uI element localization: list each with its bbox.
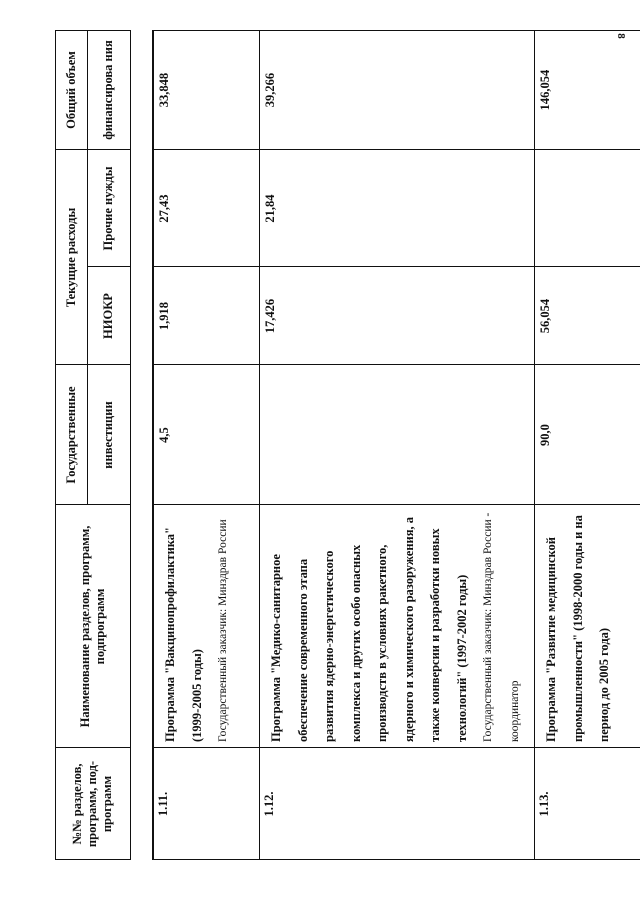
row-1-11-invest: 4,5 [157,427,171,443]
row-1-13-invest: 90,0 [538,424,552,446]
row-1-12-total: 39,266 [263,72,277,108]
row-1-12-num: 1.12. [262,791,276,817]
row-1-11-niokr: 1,918 [157,301,171,331]
header-gov-invest-top: Государственные [63,386,78,484]
row-1-13-name [534,505,640,748]
row-1-11-total: 33,848 [157,72,171,108]
row-1-12-invest [259,365,534,505]
rule-h-v2 [55,504,130,505]
row-1-12-name [259,505,534,748]
rule-row-2 [534,30,535,860]
rule-h-v3 [55,364,130,365]
rule-h-v0 [55,859,130,860]
row-1-11-num: 1.11. [156,791,170,817]
header-gov-invest-bottom: инвестиции [101,401,115,469]
row-1-12-title: Программа "Медико-санитарное обеспечение современного этапа развития ядерно-энергетического комплекса и других особо опасных производств в условиях ракетного, ядерного и химического разоружения, а также конверсии и разработки новых технологий" (1997-2002 годы) [269,517,469,742]
rule-b-v1 [152,747,640,748]
rule-body-top [152,30,154,860]
rule-h-v4 [87,266,130,267]
rule-header-top [55,30,56,860]
row-1-11-title: Программа "Вакцинопрофилактика" (1999-2005 годы) [163,527,204,742]
header-total-bottom: финансирова ния [101,40,115,140]
rule-b-v6 [152,30,640,31]
row-1-11-other: 27,43 [157,194,171,223]
rule-b-v3 [152,364,640,365]
row-1-13-title: Программа "Развитие медицинской промышленности" (1998-2000 годы и на период до 2005 года) [544,515,611,742]
table-rotated [0,30,640,860]
rule-header-bottom [130,30,131,860]
rule-b-v4 [152,266,640,267]
rule-h-v6 [55,30,130,31]
row-1-11-name [153,505,259,748]
row-1-12-other: 21,84 [263,194,277,223]
rule-h-v5 [55,149,130,150]
rule-row-1 [259,30,260,860]
row-1-13-niokr: 56,054 [538,298,552,334]
row-1-13-total: 146,054 [538,69,552,111]
rule-b-v0 [152,859,640,860]
rule-b-v5 [152,149,640,150]
rule-h-v1 [55,747,130,748]
header-other-needs: Прочие нужды [101,166,115,251]
header-niokr: НИОКР [101,293,115,339]
header-num: №№ разделов, программ, под-программ [70,760,114,848]
row-1-11-customer: Государственный заказчик: Минздрав России [217,519,229,742]
row-1-12-niokr: 17,426 [263,298,277,334]
rule-header-mid [87,30,88,505]
row-1-13-other [534,150,640,267]
row-1-12-customer: Государственный заказчик: Минздрав России - координатор [482,512,521,742]
header-current-expenses: Текущие расходы [63,207,78,308]
page-number: 8 [614,33,627,39]
row-1-13-num: 1.13. [537,791,551,817]
header-name: Наименование разделов, программ, подпрограмм [77,525,107,728]
rule-b-v2 [152,504,640,505]
header-total-top: Общий объем [63,51,78,129]
